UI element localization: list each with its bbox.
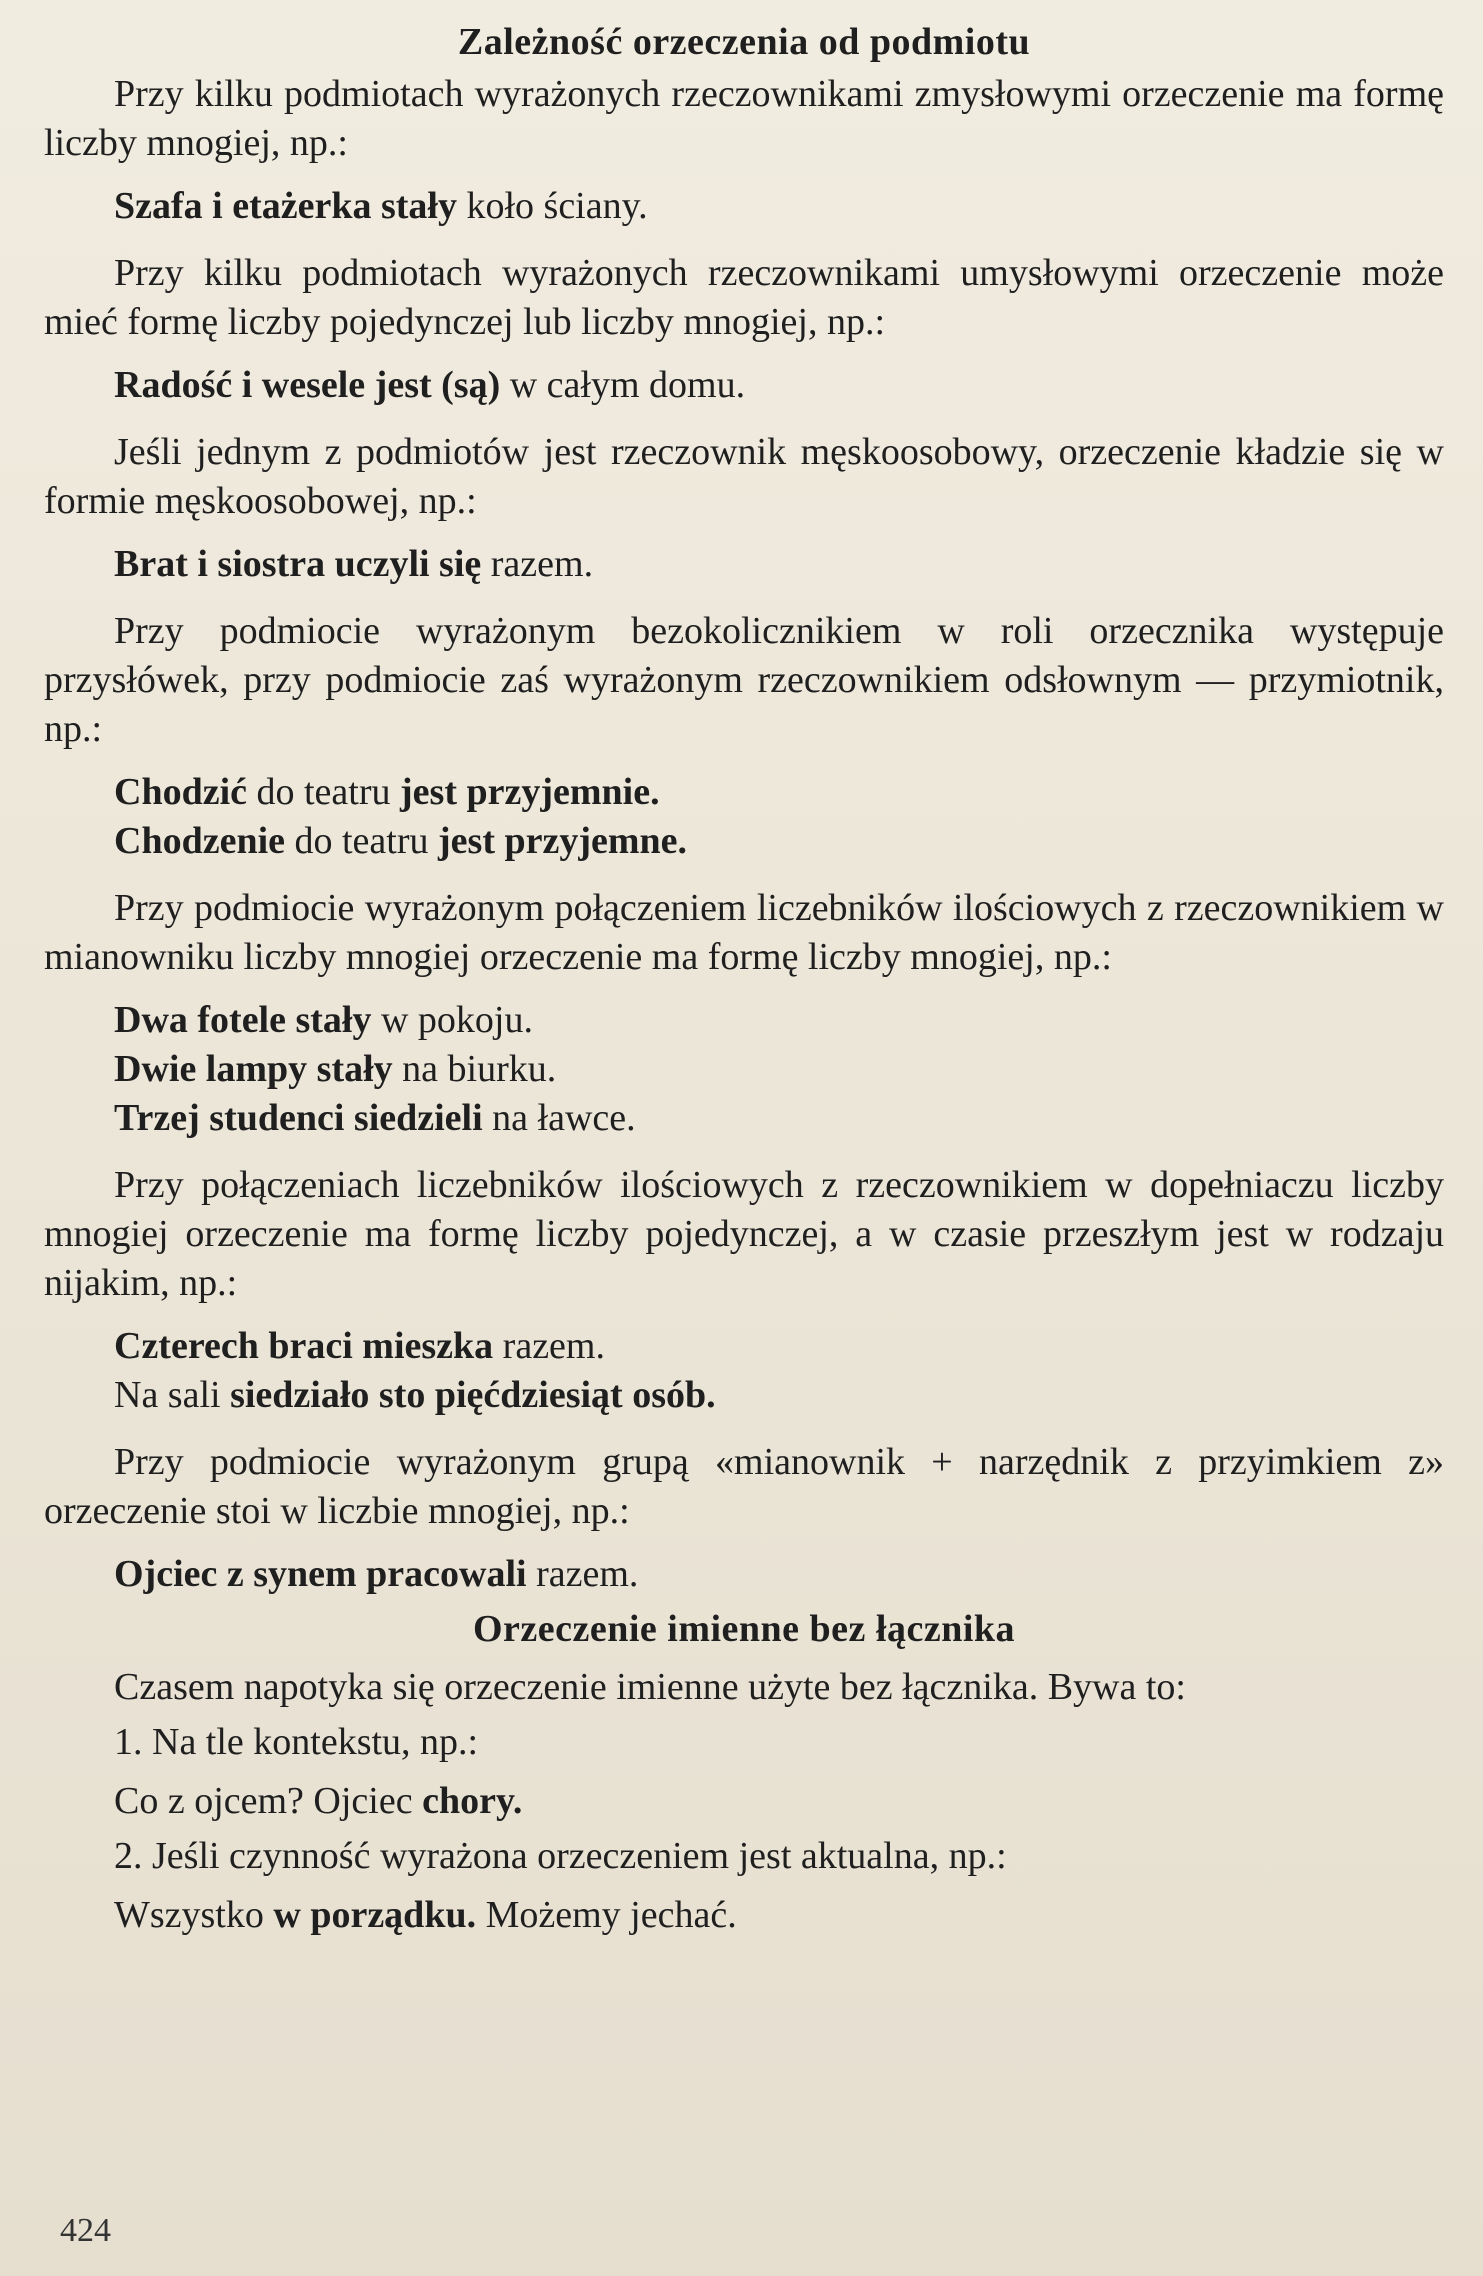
example-bold: Szafa i etażerka stały [114,185,457,227]
example-block [44,1777,1444,1826]
example-text: Możemy jechać. [476,1894,737,1936]
example-block [44,996,1444,1143]
example-text: Na sali [114,1374,231,1416]
example-text: Co z ojcem? Ojciec [114,1780,423,1822]
example-block [44,1322,1444,1420]
rule-paragraph: Przy podmiocie wyrażonym grupą «mianownik + narzędnik z przyimkiem z» orzeczenie stoi w liczbie mnogiej, np.: [44,1441,1444,1532]
example-text: do teatru [247,771,401,813]
rule-paragraph: Przy podmiocie wyrażonym połączeniem liczebników ilościowych z rzeczownikiem w mianowniku liczby mnogiej orzeczenie ma formę liczby mnogiej, np.: [44,887,1444,978]
example-text: w pokoju. [371,999,533,1041]
example-text: w całym domu. [500,364,746,406]
example-text: koło ściany. [456,185,648,227]
example-bold: chory. [422,1780,523,1822]
page-number: 424 [60,2212,111,2249]
intro-paragraph: Czasem napotyka się orzeczenie imienne użyte bez łącznika. Bywa to: [114,1666,1186,1708]
list-item-text: 1. Na tle kontekstu, np.: [114,1721,479,1763]
example-line [114,1094,1444,1143]
example-text: Wszystko [114,1894,274,1936]
example-text: na biurku. [392,1048,557,1090]
example-line [114,1891,1444,1940]
example-line [114,1371,1444,1420]
example-bold: Czterech braci mieszka [114,1325,494,1367]
example-block [44,1550,1444,1599]
rule-paragraph: Jeśli jednym z podmiotów jest rzeczownik męskoosobowy, orzeczenie kładzie się w formie męskoosobowej, np.: [44,431,1444,522]
rule-paragraph: Przy kilku podmiotach wyrażonych rzeczownikami umysłowymi orzeczenie może mieć formę liczby pojedynczej lub liczby mnogiej, np.: [44,252,1444,343]
rule-paragraph: Przy kilku podmiotach wyrażonych rzeczownikami zmysłowymi orzeczenie ma formę liczby mnogiej, np.: [44,73,1444,164]
example-line [114,817,1444,866]
example-block [44,768,1444,866]
list-item [44,1718,1444,1767]
example-bold: Radość i wesele jest (są) [114,364,501,406]
list-item [44,1832,1444,1881]
example-line [114,996,1444,1045]
example-bold: Dwie lampy stały [114,1048,393,1090]
example-bold: Ojciec z synem pracowali [114,1553,527,1595]
example-line [114,1322,1444,1371]
example-line [114,540,1444,589]
example-bold: jest przyjemne. [438,820,688,862]
example-text: na ławce. [482,1097,636,1139]
example-text: razem. [526,1553,639,1595]
example-line [114,768,1444,817]
example-block [44,182,1444,231]
example-bold: Chodzenie [114,820,285,862]
example-bold: Trzej studenci siedzieli [114,1097,483,1139]
example-text: do teatru [285,820,439,862]
example-block [44,1891,1444,1940]
rule-paragraph: Przy podmiocie wyrażonym bezokolicznikiem w roli orzecznika występuje przysłówek, przy podmiocie zaś wyrażonym rzeczownikiem odsłownym — przymiotnik, np.: [44,610,1444,750]
example-bold: jest przyjemnie. [400,771,660,813]
example-text: razem. [493,1325,605,1367]
example-line [114,182,1444,231]
example-line [114,1045,1444,1094]
example-bold: Brat i siostra uczyli się [114,543,482,585]
example-text: razem. [481,543,594,585]
example-line [114,1550,1444,1599]
section-title: Zależność orzeczenia od podmiotu [457,21,1031,63]
example-bold: w porządku. [273,1894,477,1936]
page-content [44,18,1444,1940]
example-line [114,361,1444,410]
example-block [44,361,1444,410]
example-line [114,1777,1444,1826]
section-title: Orzeczenie imienne bez łącznika [472,1608,1016,1650]
example-block [44,540,1444,589]
rule-paragraph: Przy połączeniach liczebników ilościowych z rzeczownikiem w dopełniaczu liczby mnogiej orzeczenie ma formę liczby pojedynczej, a w czasie przeszłym jest w rodzaju nijakim, np.: [44,1164,1444,1304]
example-bold: Chodzić [114,771,247,813]
example-bold: Dwa fotele stały [114,999,372,1041]
list-item-text: 2. Jeśli czynność wyrażona orzeczeniem jest aktualna, np.: [114,1835,1007,1877]
example-bold: siedziało sto pięćdziesiąt osób. [230,1374,716,1416]
